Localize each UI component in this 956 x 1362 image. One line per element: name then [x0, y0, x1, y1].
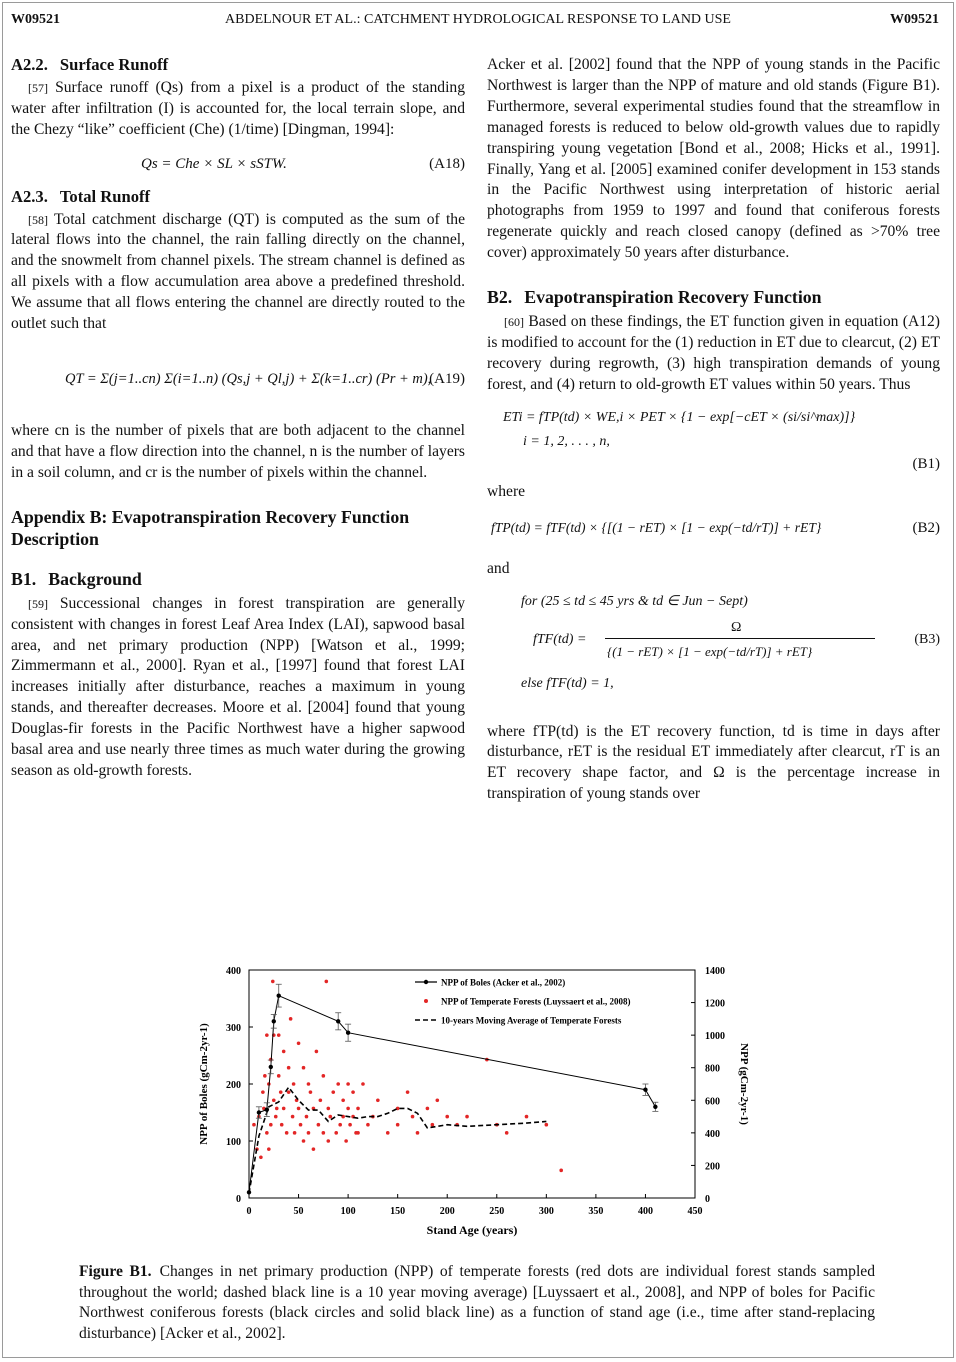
- scatter-point: [279, 1090, 283, 1094]
- scatter-point: [346, 1082, 350, 1086]
- equation-b3: [487, 592, 940, 712]
- paragraph-number: [58]: [28, 212, 48, 227]
- section-heading-a23: [11, 187, 465, 208]
- y2-tick-label: 1000: [705, 1031, 725, 1043]
- scatter-point: [334, 1131, 338, 1135]
- y2-axis-label: NPP (gCm-2yr-1): [738, 1043, 749, 1125]
- scatter-point: [271, 980, 275, 984]
- y-tick-label: 400: [226, 966, 241, 977]
- scatter-point: [297, 1107, 301, 1111]
- scatter-point: [326, 1139, 330, 1143]
- scatter-point: [302, 1066, 306, 1070]
- section-heading-b1: [11, 568, 465, 590]
- right-column: [487, 55, 940, 805]
- scatter-point: [545, 1123, 549, 1127]
- x-tick-label: 300: [538, 1206, 554, 1217]
- paragraph-continued: Acker et al. [2002] found that the NPP of young stands in the Pacific Northwest is larger than the NPP of mature and old stands (Figure B1). Furthermore, several experimental studies found that the streamflow in managed forests is reduced to below old-growth values due to rapidly transpiring young vegetation [Bond et al., 2008; Hicks et al., 1991]. Finally, Yang et al. [2005] examined conifer development in 153 stands in the Pacific Northwest using interpretation of historic aerial photographs from 1959 to 1997 and found that coniferous forests regenerate quickly and reach closed canopy (defined as >70% tree cover) approximately 50 years after disturbance.: [487, 56, 940, 262]
- scatter-point: [338, 1123, 342, 1127]
- paragraph-number: [60]: [504, 315, 524, 330]
- scatter-point: [269, 1123, 273, 1127]
- boles-point: [265, 1107, 269, 1111]
- scatter-point: [287, 1090, 291, 1094]
- y2-tick-label: 400: [705, 1128, 720, 1140]
- equation-denominator: {(1 − rET) × [1 − exp(−td/rT)] + rET}: [607, 643, 813, 659]
- scatter-point: [259, 1155, 263, 1159]
- equation-expression: fTP(td) = fTF(td) × {[(1 − rET) × [1 − exp(−td/rT)] + rET}: [491, 519, 822, 535]
- section-number: A2.3.: [11, 186, 48, 206]
- legend-marker-temperate: [424, 999, 428, 1003]
- scatter-point: [309, 1090, 313, 1094]
- equation-a19: [11, 347, 465, 411]
- scatter-point: [406, 1090, 410, 1094]
- scatter-point: [291, 1115, 295, 1119]
- scatter-point: [341, 1098, 345, 1102]
- equation-line-2: i = 1, 2, . . . , n,: [523, 433, 610, 449]
- header-article-id-right: W09521: [890, 12, 939, 27]
- scatter-point: [272, 1098, 276, 1102]
- equation-b2: [487, 513, 940, 547]
- scatter-point: [289, 1017, 293, 1021]
- scatter-point: [431, 1123, 435, 1127]
- scatter-point: [411, 1115, 415, 1119]
- boles-point: [336, 1019, 340, 1023]
- x-tick-label: 200: [439, 1206, 455, 1217]
- scatter-point: [319, 1098, 323, 1102]
- equation-a18: [11, 149, 465, 179]
- scatter-point: [307, 1131, 311, 1135]
- scatter-point: [292, 1082, 296, 1086]
- boles-point: [269, 1065, 273, 1069]
- equation-else: else fTF(td) = 1,: [521, 675, 614, 691]
- y-tick-label: 0: [236, 1194, 241, 1205]
- paragraph-after-b3: where fTP(td) is the ET recovery function, td is time in days after disturbance, rET is the residual ET immediately after clearcut, rT is an ET recovery shape factor, and Ω is the percentage increase in transpiration of young stands over: [487, 722, 940, 803]
- scatter-point: [263, 1074, 267, 1078]
- x-tick-label: 50: [293, 1206, 304, 1217]
- scatter-point: [322, 1131, 326, 1135]
- scatter-point: [525, 1115, 529, 1119]
- scatter-point: [282, 1107, 286, 1111]
- scatter-point: [351, 1090, 355, 1094]
- legend-label-average: 10-years Moving Average of Temperate Forests: [441, 1015, 622, 1026]
- paragraph-text: Successional changes in forest transpiration are generally consistent with changes in forest Leaf Area Index (LAI), sapwood basal area, and net primary production (NPP) [Watson et al., 1999; Zimmermann et al., 2000]. Ryan et al., [1997] found that forest LAI increases initially after disturbance, reaches a maximum in young stands, and thereafter decreases. Moore et al. [2004] found that young Douglas-fir forests in the Pacific Northwest have a higher sapwood basal area and use nearly three times as much water during the growing season as old-growth forests.: [11, 594, 465, 779]
- scatter-point: [285, 1131, 289, 1135]
- scatter-point: [280, 1123, 284, 1127]
- word-where: where: [487, 482, 526, 500]
- header-article-id-left: W09521: [11, 12, 60, 27]
- equation-number: (A19): [429, 370, 465, 387]
- y2-tick-label: 600: [705, 1096, 720, 1108]
- x-tick-label: 100: [340, 1206, 356, 1217]
- scatter-point: [336, 1082, 340, 1086]
- scatter-point: [305, 1115, 309, 1119]
- scatter-point: [361, 1082, 365, 1086]
- scatter-point: [317, 1123, 321, 1127]
- section-number: A2.2.: [11, 55, 48, 74]
- boles-point: [257, 1110, 261, 1114]
- equation-expression: QT = Σ(j=1..cn) Σ(i=1..n) (Qs,j + Ql,j) + Σ(k=1..cr) (Pr + m),: [65, 370, 432, 387]
- scatter-point: [426, 1107, 430, 1111]
- scatter-point: [282, 1050, 286, 1054]
- scatter-point: [325, 980, 329, 984]
- section-heading-a22: [11, 55, 465, 76]
- equation-number: (B3): [914, 631, 940, 647]
- scatter-point: [436, 1098, 440, 1102]
- paragraph-after-a19: where cn is the number of pixels that are both adjacent to the channel and that have a flow direction into the channel, n is the number of layers in a soil column, and cr is the number of pixels within the channel.: [11, 421, 465, 481]
- scatter-point: [293, 1131, 297, 1135]
- x-axis-label: Stand Age (years): [426, 1223, 518, 1237]
- legend-label-temperate: NPP of Temperate Forests (Luyssaert et al., 2008): [441, 996, 631, 1007]
- x-tick-label: 400: [637, 1206, 653, 1217]
- y2-tick-label: 200: [705, 1161, 720, 1173]
- scatter-point: [366, 1123, 370, 1127]
- equation-lhs: fTF(td) =: [533, 631, 587, 647]
- paragraph-text: Total catchment discharge (QT) is computed as the sum of the lateral flows into the channel, the rain falling directly on the channel, and the snowmelt from channel pixels. The stream channel is defined as all pixels with a flow accumulation area above a predefined threshold. We assume that all flows entering the channel are directly routed to the outlet such that: [11, 210, 466, 333]
- scatter-point: [315, 1050, 319, 1054]
- boles-point: [247, 1190, 251, 1194]
- paragraph-number: [59]: [28, 596, 48, 611]
- y2-tick-label: 800: [705, 1063, 720, 1075]
- scatter-point: [287, 1066, 291, 1070]
- x-tick-label: 350: [588, 1206, 604, 1217]
- scatter-point: [277, 1074, 281, 1078]
- scatter-point: [265, 1131, 269, 1135]
- chart-svg: [189, 958, 749, 1243]
- x-tick-label: 450: [687, 1206, 703, 1217]
- scatter-point: [416, 1131, 420, 1135]
- y-tick-label: 300: [226, 1023, 241, 1034]
- legend-label-boles: NPP of Boles (Acker et al., 2002): [441, 977, 566, 988]
- scatter-point: [252, 1123, 256, 1127]
- section-number: B2.: [487, 287, 513, 308]
- scatter-point: [396, 1123, 400, 1127]
- paragraph-60: [487, 312, 940, 396]
- scatter-point: [299, 1123, 303, 1127]
- equation-number: (A18): [429, 155, 465, 172]
- caption-label: Figure B1.: [79, 1263, 152, 1280]
- equation-numerator: Ω: [731, 619, 742, 635]
- scatter-point: [326, 1107, 330, 1111]
- moving-average-line: [249, 1087, 546, 1193]
- scatter-point: [356, 1131, 360, 1135]
- paragraph-58: [11, 210, 465, 335]
- figure-b1: [189, 958, 749, 1243]
- boles-point: [653, 1105, 657, 1109]
- boles-point: [346, 1031, 350, 1035]
- y2-tick-label: 1400: [705, 966, 725, 977]
- boles-point: [643, 1088, 647, 1092]
- section-number: B1.: [11, 568, 37, 589]
- x-tick-label: 0: [246, 1206, 252, 1217]
- paragraph-text: Based on these findings, the ET function given in equation (A12) is modified to account for the (1) reduction in ET due to clearcut, (2) ET recovery during regrowth, (3) high transpiration demands of young forest, and (4) return to old-growth ET values within 50 years. Thus: [487, 313, 940, 393]
- scatter-point: [275, 1107, 279, 1111]
- scatter-point: [277, 1033, 281, 1037]
- paragraph-text: Surface runoff (Qs) from a pixel is a product of the standing water after infiltration (I) is accounted for, the local terrain slope, and the Chezy “like” coefficient (Che) (1/time) [Dingman, 1994]:: [11, 78, 465, 138]
- boles-point: [272, 1019, 276, 1023]
- scatter-point: [376, 1098, 380, 1102]
- scatter-point: [302, 1139, 306, 1143]
- caption-text: Changes in net primary production (NPP) of temperate forests (red dots are individual forest stands sampled throughout the world; dashed black line is a 10 year moving average) [Luyssaert et al., 2008], and NPP of boles for Pacific Northwest coniferous forests (black circles and solid black line) as a function of stand age (i.e., time after stand-replacing disturbance) [Acker et al., 2002].: [79, 1263, 875, 1342]
- equation-condition: for (25 ≤ td ≤ 45 yrs & td ∈ Jun − Sept): [521, 593, 748, 609]
- scatter-point: [331, 1090, 335, 1094]
- equation-number: (B2): [912, 519, 940, 536]
- paragraph-number: [57]: [28, 80, 48, 95]
- y-tick-label: 100: [226, 1137, 241, 1148]
- equation-expression: Qs = Che × SL × sSTW.: [141, 155, 287, 172]
- paragraph-57: [11, 78, 465, 141]
- scatter-point: [356, 1107, 360, 1111]
- y2-tick-label: 1200: [705, 998, 725, 1010]
- scatter-point: [559, 1169, 563, 1173]
- scatter-point: [261, 1090, 265, 1094]
- scatter-point: [465, 1115, 469, 1119]
- paper-page: [2, 2, 954, 1358]
- y-tick-label: 200: [226, 1080, 241, 1091]
- y2-tick-label: 0: [705, 1194, 710, 1205]
- scatter-point: [346, 1107, 350, 1111]
- fraction-bar: [605, 638, 875, 639]
- equation-line-1: ETi = fTP(td) × WE,i × PET × {1 − exp[−cET × (si/si^max)]}: [503, 409, 856, 425]
- appendix-b-heading: Appendix B: Evapotranspiration Recovery Function Description: [11, 506, 410, 549]
- scatter-point: [445, 1115, 449, 1119]
- x-tick-label: 150: [390, 1206, 406, 1217]
- legend-marker-boles: [424, 980, 428, 984]
- scatter-point: [344, 1139, 348, 1143]
- section-title: Total Runoff: [59, 186, 151, 206]
- x-tick-label: 250: [489, 1206, 505, 1217]
- scatter-point: [386, 1131, 390, 1135]
- equation-b1: [487, 406, 940, 474]
- scatter-point: [312, 1147, 316, 1151]
- scatter-point: [267, 1147, 271, 1151]
- y-axis-label: NPP of Boles (gCm-2yr-1): [198, 1023, 210, 1145]
- section-title: Surface Runoff: [59, 55, 169, 74]
- scatter-point: [297, 1041, 301, 1045]
- scatter-point: [265, 1033, 269, 1037]
- section-heading-b2: [487, 286, 940, 308]
- scatter-point: [322, 1074, 326, 1078]
- scatter-point: [307, 1082, 311, 1086]
- word-and: and: [487, 559, 510, 577]
- header-running-title: ABDELNOUR ET AL.: CATCHMENT HYDROLOGICAL RESPONSE TO LAND USE: [225, 12, 731, 27]
- equation-number: (B1): [912, 455, 940, 472]
- left-column: [11, 55, 465, 782]
- section-title: Evapotranspiration Recovery Function: [524, 287, 822, 308]
- figure-caption: [79, 1262, 875, 1344]
- paragraph-59: [11, 594, 465, 782]
- scatter-point: [348, 1123, 352, 1127]
- scatter-point: [274, 1115, 278, 1119]
- scatter-point: [505, 1131, 509, 1135]
- scatter-point: [328, 1115, 332, 1119]
- boles-point: [277, 993, 281, 997]
- section-title: Background: [48, 568, 142, 589]
